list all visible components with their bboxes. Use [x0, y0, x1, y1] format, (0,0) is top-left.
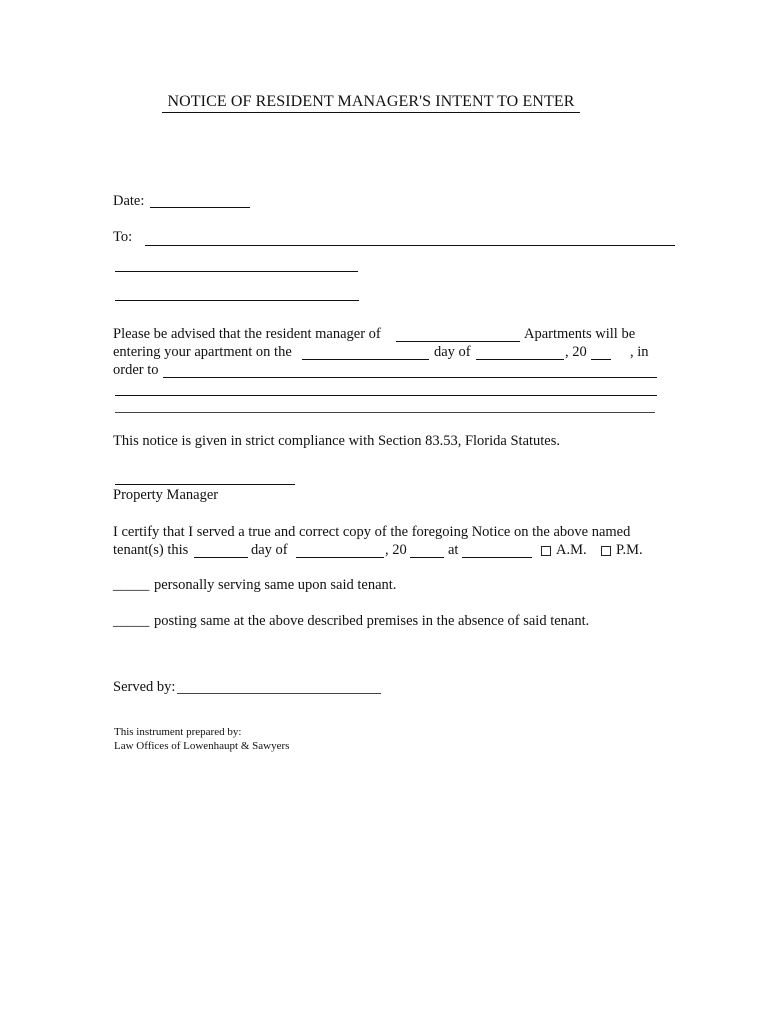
am-label: A.M.: [556, 542, 587, 558]
prepared-by-label: This instrument prepared by:: [114, 726, 242, 738]
apartments-will-be-text: Apartments will be: [524, 326, 636, 342]
at-text: at: [448, 542, 459, 558]
year-prefix-text: , 20: [565, 344, 587, 360]
certify-text: I certify that I served a true and correct copy of the foregoing Notice on the above named: [113, 524, 631, 540]
address-line-1-field[interactable]: [115, 271, 358, 272]
advised-text: Please be advised that the resident manager of: [113, 326, 381, 342]
to-label: To:: [113, 229, 133, 245]
purpose-line-1-field[interactable]: [163, 377, 657, 378]
to-field[interactable]: [145, 245, 675, 246]
service-day-of-text: day of: [251, 542, 288, 558]
entry-day-field[interactable]: [302, 359, 429, 360]
am-checkbox[interactable]: [541, 546, 551, 556]
property-manager-label: Property Manager: [113, 487, 219, 503]
posting-text: posting same at the above described premises in the absence of said tenant.: [154, 613, 590, 629]
served-by-label: Served by:: [113, 679, 176, 695]
day-of-text: day of: [434, 344, 471, 360]
served-by-field[interactable]: [177, 693, 381, 694]
personally-serving-blank[interactable]: _____: [113, 577, 150, 593]
service-year-prefix-text: , 20: [385, 542, 407, 558]
entry-month-field[interactable]: [476, 359, 564, 360]
service-day-field[interactable]: [194, 557, 248, 558]
posting-blank[interactable]: _____: [113, 613, 150, 629]
purpose-line-3-field[interactable]: [115, 412, 655, 413]
apartment-name-field[interactable]: [396, 341, 520, 342]
purpose-line-2-field[interactable]: [115, 395, 657, 396]
order-to-label: order to: [113, 362, 159, 378]
service-year-field[interactable]: [410, 557, 444, 558]
personally-serving-text: personally serving same upon said tenant.: [154, 577, 397, 593]
in-text: , in: [630, 344, 649, 360]
tenant-this-text: tenant(s) this: [113, 542, 189, 558]
date-field[interactable]: [150, 207, 250, 208]
entry-year-field[interactable]: [591, 359, 611, 360]
service-time-field[interactable]: [462, 557, 532, 558]
compliance-text: This notice is given in strict compliance with Section 83.53, Florida Statutes.: [113, 433, 561, 449]
date-label: Date:: [113, 193, 145, 209]
title-underline: [162, 112, 580, 113]
pm-checkbox[interactable]: [601, 546, 611, 556]
address-line-2-field[interactable]: [115, 300, 359, 301]
service-month-field[interactable]: [296, 557, 384, 558]
entering-text: entering your apartment on the: [113, 344, 292, 360]
law-office-name: Law Offices of Lowenhaupt & Sawyers: [114, 740, 290, 752]
document-title: NOTICE OF RESIDENT MANAGER'S INTENT TO ENTER: [167, 93, 575, 110]
pm-label: P.M.: [616, 542, 643, 558]
property-manager-signature-field[interactable]: [115, 484, 295, 485]
